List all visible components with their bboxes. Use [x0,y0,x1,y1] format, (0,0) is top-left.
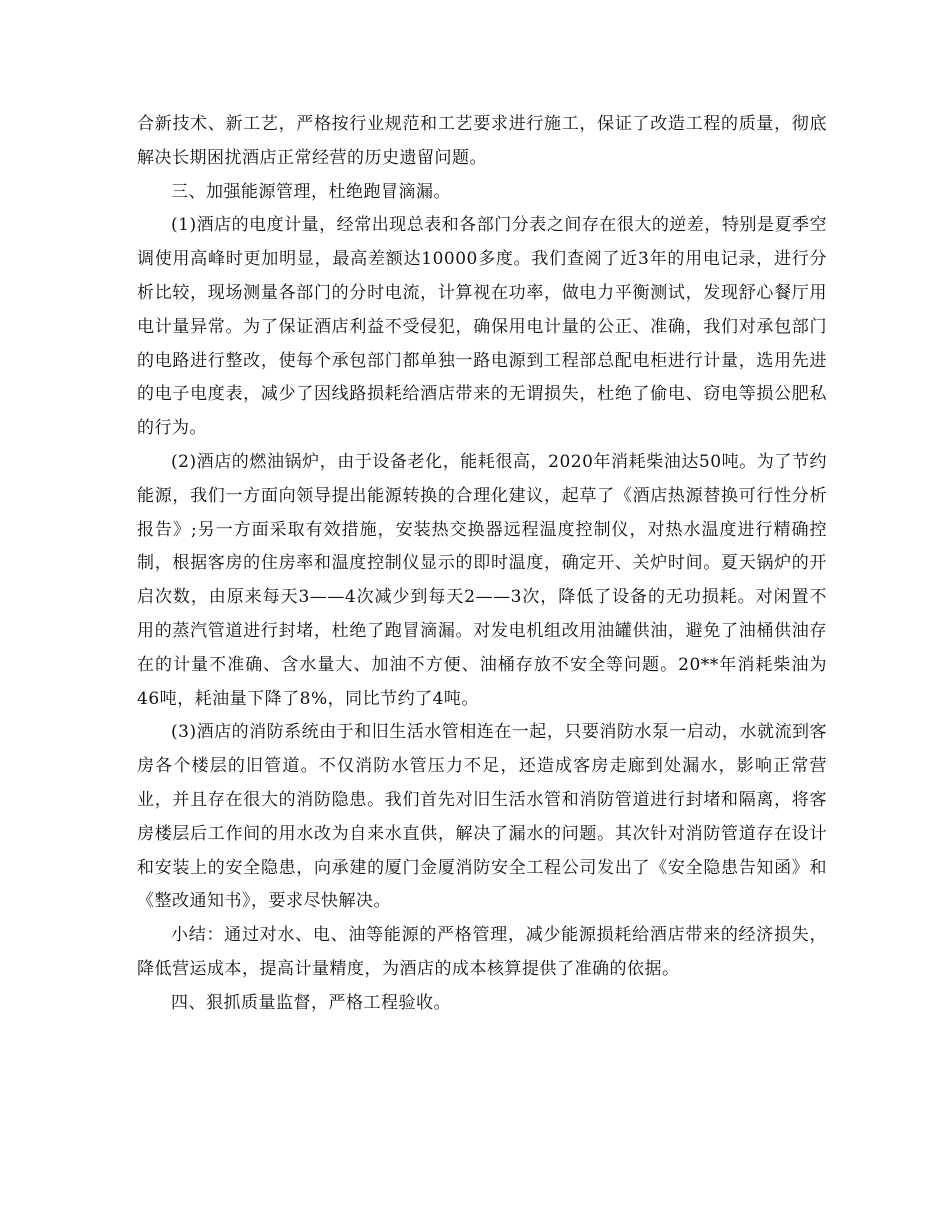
paragraph-electricity-metering: (1)酒店的电度计量，经常出现总表和各部门分表之间存在很大的逆差，特别是夏季空调使用高峰时更加明显，最高差额达10000多度。我们查阅了近3年的用电记录，进行分析比较，现场测量各部门的分时电流，计算视在功率，做电力平衡测试，发现舒心餐厅用电计量异常。为了保证酒店利益不受侵犯，确保用电计量的公正、准确，我们对承包部门的电路进行整改，使每个承包部门都单独一路电源到工程部总配电柜进行计量，选用先进的电子电度表，减少了因线路损耗给酒店带来的无谓损失，杜绝了偷电、窃电等损公肥私的行为。 [137,215,827,439]
section-heading-energy-management: 三、加强能源管理，杜绝跑冒滴漏。 [171,181,451,202]
document-body [137,108,827,1021]
section-heading-quality-supervision: 四、狠抓质量监督，严格工程验收。 [171,992,451,1013]
paragraph-summary: 小结：通过对水、电、油等能源的严格管理，减少能源损耗给酒店带来的经济损失，降低营运成本，提高计量精度，为酒店的成本核算提供了准确的依据。 [137,925,827,979]
paragraph-oil-boiler: (2)酒店的燃油锅炉，由于设备老化，能耗很高，2020年消耗柴油达50吨。为了节约能源，我们一方面向领导提出能源转换的合理化建议，起草了《酒店热源替换可行性分析报告》;另一方面采取有效措施，安装热交换器远程温度控制仪，对热水温度进行精确控制，根据客房的住房率和温度控制仪显示的即时温度，确定开、关炉时间。夏天锅炉的开启次数，由原来每天3——4次减少到每天2——3次，降低了设备的无功损耗。对闲置不用的蒸汽管道进行封堵，杜绝了跑冒滴漏。对发电机组改用油罐供油，避免了油桶供油存在的计量不准确、含水量大、加油不方便、油桶存放不安全等问题。20**年消耗柴油为46吨，耗油量下降了8%，同比节约了4吨。 [137,451,827,709]
paragraph-fire-protection: (3)酒店的消防系统由于和旧生活水管相连在一起，只要消防水泵一启动，水就流到客房各个楼层的旧管道。不仅消防水管压力不足，还造成客房走廊到处漏水，影响正常营业，并且存在很大的消防隐患。我们首先对旧生活水管和消防管道进行封堵和隔离，将客房楼层后工作间的用水改为自来水直供，解决了漏水的问题。其次针对消防管道存在设计和安装上的安全隐患，向承建的厦门金厦消防安全工程公司发出了《安全隐患告知函》和《整改通知书》，要求尽快解决。 [137,722,827,912]
paragraph-continuation: 合新技术、新工艺，严格按行业规范和工艺要求进行施工，保证了改造工程的质量，彻底解决长期困扰酒店正常经营的历史遗留问题。 [137,114,827,168]
